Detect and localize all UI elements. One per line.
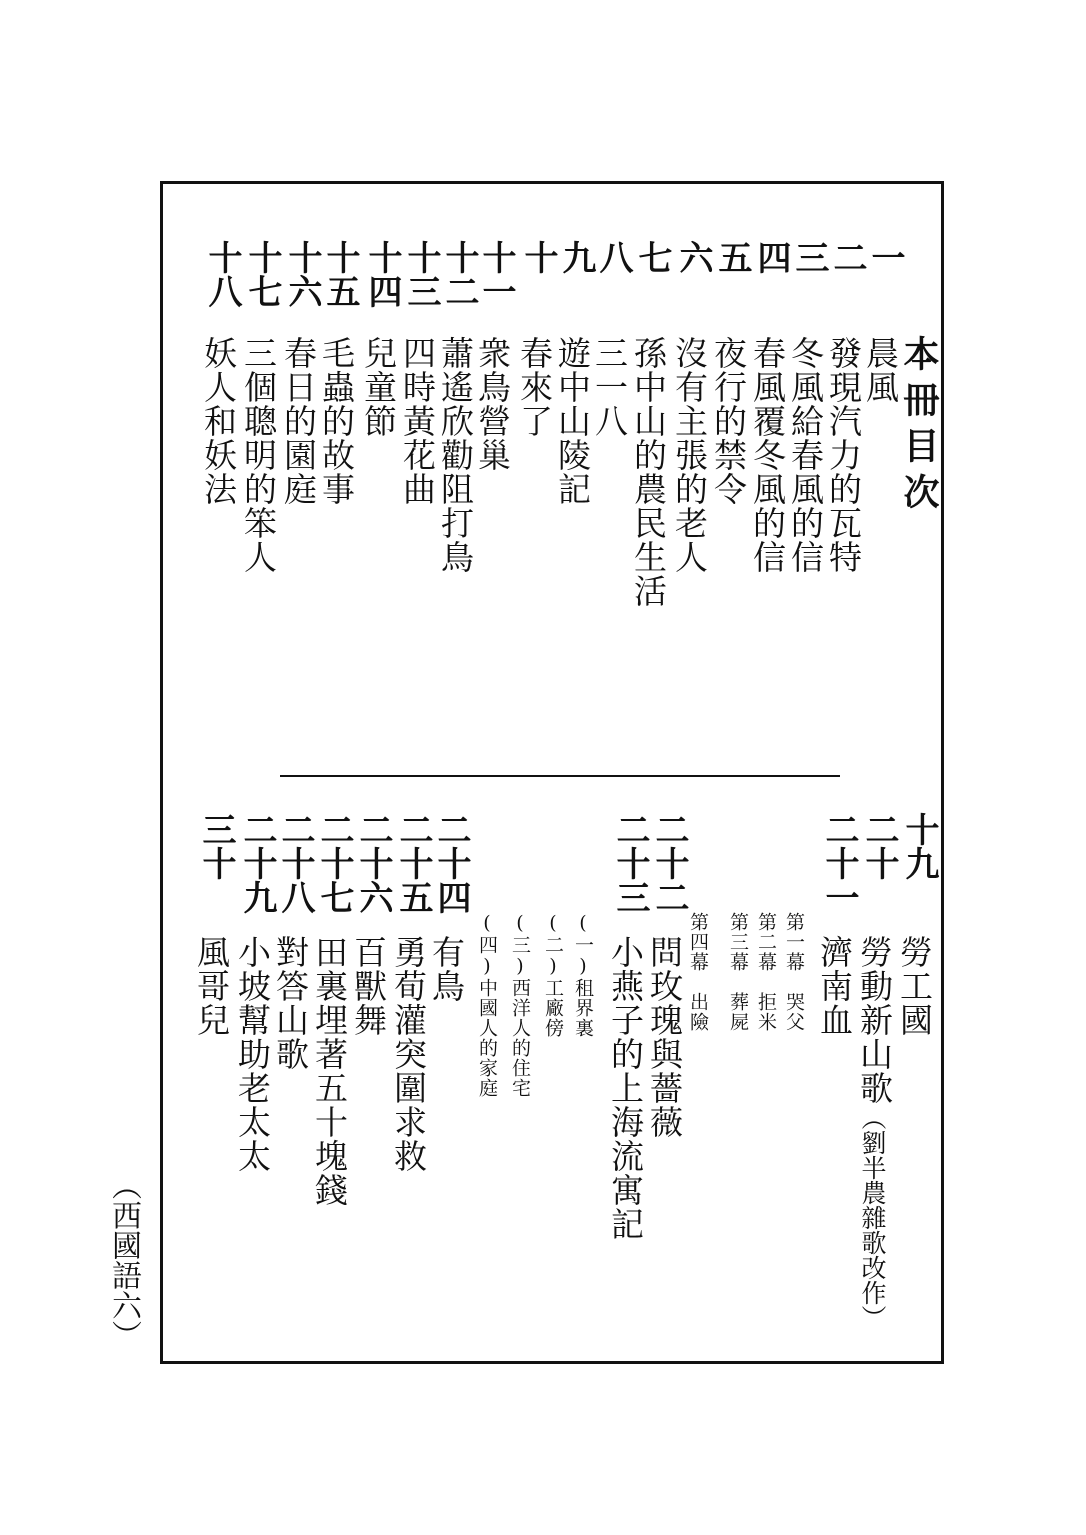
chapter-title: 蕭遙欣勸阻打鳥 bbox=[436, 336, 475, 574]
chapter-number: 二十五 bbox=[393, 812, 433, 914]
chapter-title: 孫中山的農民生活 bbox=[629, 336, 668, 608]
chapter-number: 二十四 bbox=[431, 812, 471, 914]
chapter-number: 十 bbox=[518, 240, 558, 274]
chapter-number: 十九 bbox=[899, 812, 939, 880]
chapter-title: 衆鳥營巢 bbox=[473, 336, 512, 472]
chapter-title: 勞工國 bbox=[895, 935, 934, 1037]
chapter-title: 遊中山陵記 bbox=[553, 336, 592, 506]
part-entry: (四)中國人的家庭 bbox=[476, 912, 498, 1098]
chapter-number: 三十 bbox=[196, 812, 236, 880]
chapter-title: 三一八 bbox=[590, 336, 629, 438]
chapter-number: 二十九 bbox=[237, 812, 277, 914]
chapter-number: 八 bbox=[593, 240, 633, 274]
chapter-number: 二十六 bbox=[353, 812, 393, 914]
chapter-number: 二十八 bbox=[275, 812, 315, 914]
chapter-number: 十八 bbox=[202, 240, 242, 308]
chapter-title: 晨風 bbox=[861, 336, 900, 404]
chapter-number: 九 bbox=[556, 240, 596, 274]
chapter-title: 有鳥 bbox=[427, 935, 466, 1003]
chapter-title: 濟南血 bbox=[815, 935, 854, 1037]
chapter-title: 風哥兒 bbox=[192, 935, 231, 1037]
chapter-number: 一 bbox=[865, 240, 905, 274]
chapter-number: 十一 bbox=[476, 240, 516, 308]
chapter-note: （劉半農雜歌改作） bbox=[858, 1105, 887, 1330]
chapter-title: 兒童節 bbox=[359, 336, 398, 438]
part-entry: (一)租界裏 bbox=[572, 912, 594, 1038]
chapter-title: 冬風給春風的信 bbox=[786, 336, 825, 574]
chapter-title: 百獸舞 bbox=[349, 935, 388, 1037]
chapter-number: 六 bbox=[673, 240, 713, 274]
chapter-title: 四時黃花曲 bbox=[398, 336, 437, 506]
chapter-title: 夜行的禁令 bbox=[709, 336, 748, 506]
chapter-title: 發現汽力的瓦特 bbox=[824, 336, 863, 574]
chapter-title: 問玫瑰與薔薇 bbox=[645, 935, 684, 1139]
part-entry: (二)工廠傍 bbox=[542, 912, 564, 1038]
chapter-title: 春來了 bbox=[515, 336, 554, 438]
chapter-number: 二 bbox=[827, 240, 867, 274]
chapter-number: 十三 bbox=[401, 240, 441, 308]
chapter-number: 二十二 bbox=[649, 812, 689, 914]
chapter-number: 二十七 bbox=[314, 812, 354, 914]
act-entry: 第三幕 葬屍 bbox=[727, 912, 749, 1032]
chapter-number: 十二 bbox=[439, 240, 479, 308]
chapter-number: 二十一 bbox=[819, 812, 859, 914]
chapter-title: 勇荀灌突圍求救 bbox=[389, 935, 428, 1173]
chapter-number: 二十三 bbox=[610, 812, 650, 914]
chapter-title: 春日的園庭 bbox=[279, 336, 318, 506]
chapter-title: 三個聰明的笨人 bbox=[239, 336, 278, 574]
chapter-number: 四 bbox=[751, 240, 791, 274]
page-heading: 本冊目次 bbox=[898, 335, 939, 519]
chapter-title: 毛蟲的故事 bbox=[317, 336, 356, 506]
act-entry: 第二幕 拒米 bbox=[755, 912, 777, 1032]
chapter-title: 小坡幫助老太太 bbox=[233, 935, 272, 1173]
chapter-number: 十七 bbox=[242, 240, 282, 308]
chapter-title: 小燕子的上海流寓記 bbox=[606, 935, 645, 1241]
chapter-title: 對答山歌 bbox=[271, 935, 310, 1071]
chapter-number: 十六 bbox=[282, 240, 322, 308]
chapter-title: 沒有主張的老人 bbox=[670, 336, 709, 574]
chapter-title: 春風覆冬風的信 bbox=[748, 336, 787, 574]
act-entry: 第四幕 出險 bbox=[687, 912, 709, 1032]
chapter-number: 三 bbox=[789, 240, 829, 274]
chapter-title: 妖人和妖法 bbox=[199, 336, 238, 506]
act-entry: 第一幕 哭父 bbox=[783, 912, 805, 1032]
chapter-number: 十五 bbox=[320, 240, 360, 308]
chapter-title: 勞動新山歌 bbox=[855, 935, 894, 1105]
part-entry: (三)西洋人的住宅 bbox=[509, 912, 531, 1098]
chapter-title: 田裏埋著五十塊錢 bbox=[310, 935, 349, 1207]
book-label: （西國語六） bbox=[106, 1170, 141, 1350]
chapter-number: 十四 bbox=[362, 240, 402, 308]
chapter-number: 七 bbox=[632, 240, 672, 274]
section-divider bbox=[280, 775, 840, 777]
chapter-number: 五 bbox=[712, 240, 752, 274]
chapter-number: 二十 bbox=[859, 812, 899, 880]
